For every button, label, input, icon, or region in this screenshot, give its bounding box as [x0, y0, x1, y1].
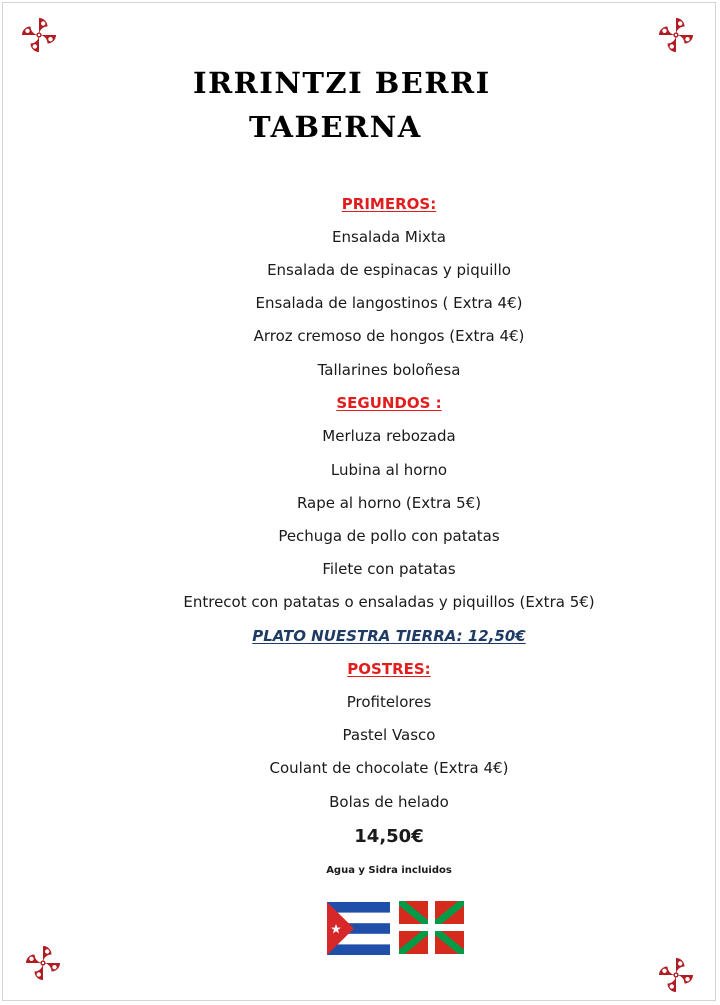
menu-item: Pechuga de pollo con patatas	[278, 527, 500, 545]
menu-item: Filete con patatas	[322, 560, 456, 578]
plato-nuestra-tierra: PLATO NUESTRA TIERRA: 12,50€	[252, 627, 526, 645]
primeros-heading: PRIMEROS:	[341, 195, 437, 213]
menu-price: 14,50€	[354, 826, 424, 847]
segundos-heading: SEGUNDOS :	[336, 394, 442, 412]
drinks-note: Agua y Sidra incluidos	[326, 865, 452, 876]
lauburu-icon	[656, 955, 696, 995]
lauburu-icon	[19, 15, 59, 55]
postres-heading: POSTRES:	[347, 660, 431, 678]
menu-item: Rape al horno (Extra 5€)	[296, 494, 482, 512]
menu-item: Ensalada de langostinos ( Extra 4€)	[255, 294, 523, 312]
menu-item: Entrecot con patatas o ensaladas y piquillos (Extra 5€)	[183, 593, 595, 611]
menu-item: Ensalada Mixta	[332, 228, 446, 246]
lauburu-icon	[656, 15, 696, 55]
restaurant-subtitle: TABERNA	[249, 110, 422, 144]
menu-item: Merluza rebozada	[322, 427, 456, 445]
restaurant-name: IRRINTZI BERRI	[193, 66, 491, 100]
menu-item: Profitelores	[346, 693, 432, 711]
menu-item: Ensalada de espinacas y piquillo	[267, 261, 511, 279]
menu-item: Lubina al horno	[330, 461, 448, 479]
menu-item: Coulant de chocolate (Extra 4€)	[269, 759, 509, 777]
lauburu-icon	[23, 943, 63, 983]
menu-item: Bolas de helado	[329, 793, 449, 811]
menu-item: Pastel Vasco	[342, 726, 436, 744]
menu-item: Arroz cremoso de hongos (Extra 4€)	[253, 327, 525, 345]
basque-flag-icon	[399, 901, 464, 954]
menu-item: Tallarines boloñesa	[317, 361, 461, 379]
cuba-flag-icon	[327, 902, 390, 955]
